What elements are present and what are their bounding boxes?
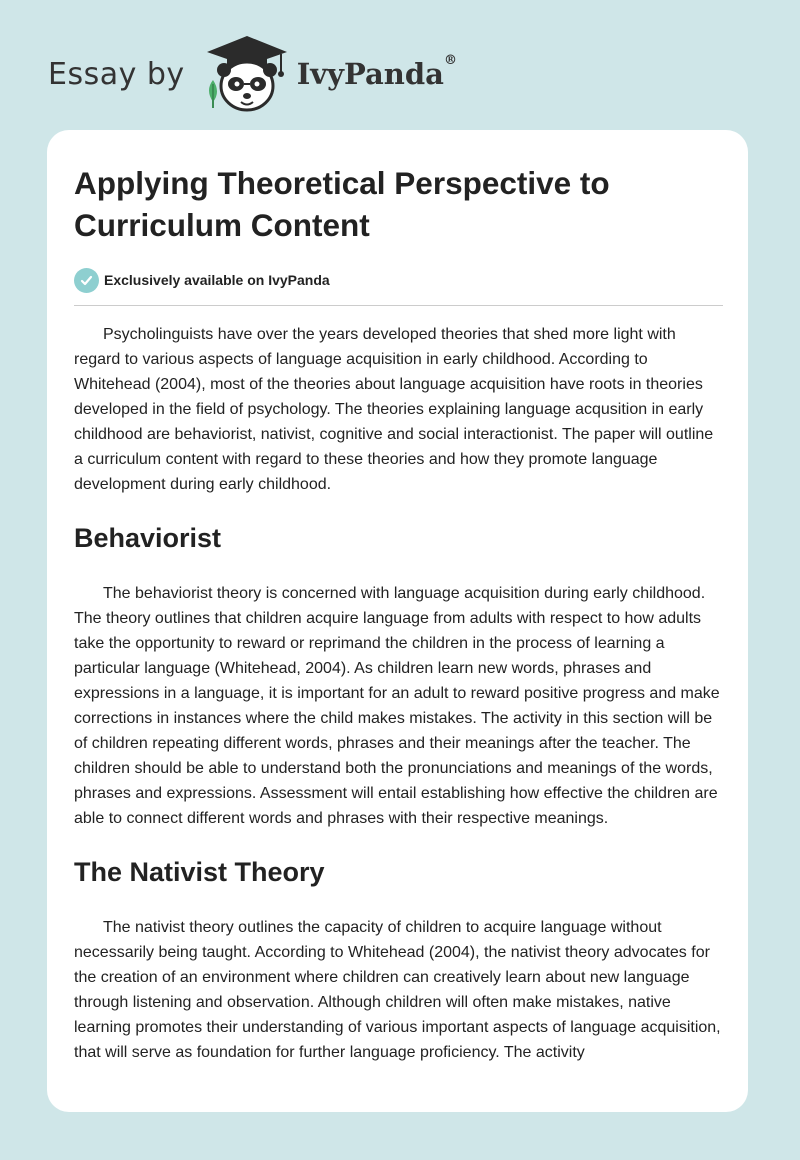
brand-label: IvyPanda	[296, 57, 444, 91]
check-icon	[74, 268, 99, 293]
article-card	[47, 130, 748, 1112]
site-header	[48, 34, 457, 114]
registered-mark: ®	[443, 53, 457, 68]
brand-name[interactable]	[296, 53, 457, 91]
divider	[74, 305, 723, 306]
intro-paragraph: Psycholinguists have over the years developed theories that shed more light with regard to various aspects of language acquisition in early childhood. According to Whitehead (2004), most of the theories about language acquisition have roots in theories developed in the field of psychology. The theories explaining language acqusition in early childhood are behaviorist, nativist, cognitive and social interactionist. The paper will outline a curriculum content with regard to these theories and how they promote language development during early childhood.	[74, 326, 714, 493]
section-heading-nativist: The Nativist Theory	[74, 857, 325, 887]
section-body-behaviorist: The behaviorist theory is concerned with language acquisition during early childhood. The theory outlines that children acquire language from adults with respect to how adults take the opportunity to reward or reprimand the children in the process of learning a particular language (Whitehead, 2004). As children learn new words, phrases and expressions in a language, it is important for an adult to reward positive progress and make corrections in instances where the child makes mistakes. The activity in this section will be of children repeating different words, phrases and their meanings after the teacher. The children should be able to understand both the pronunciations and meanings of the words, phrases and expressions. Assessment will entail establishing how effective the children are able to connect different words and phrases with their respective meanings.	[74, 585, 720, 827]
exclusive-badge	[74, 266, 723, 294]
panda-graduate-icon[interactable]	[201, 34, 293, 114]
article-title: Applying Theoretical Perspective to Curriculum Content	[74, 165, 610, 243]
exclusive-label: Exclusively available on IvyPanda	[104, 272, 330, 288]
section-body-nativist: The nativist theory outlines the capacity of children to acquire language without necessarily being taught. According to Whitehead (2004), the nativist theory advocates for the creation of an environment where children can creatively learn about new language through listening and observation. Although children will often make mistakes, native learning promotes their understanding of various important aspects of language acquisition, that will serve as foundation for further language proficiency. The activity	[74, 919, 721, 1061]
section-heading-behaviorist: Behaviorist	[74, 523, 222, 553]
essay-by-label: Essay by	[48, 56, 185, 92]
